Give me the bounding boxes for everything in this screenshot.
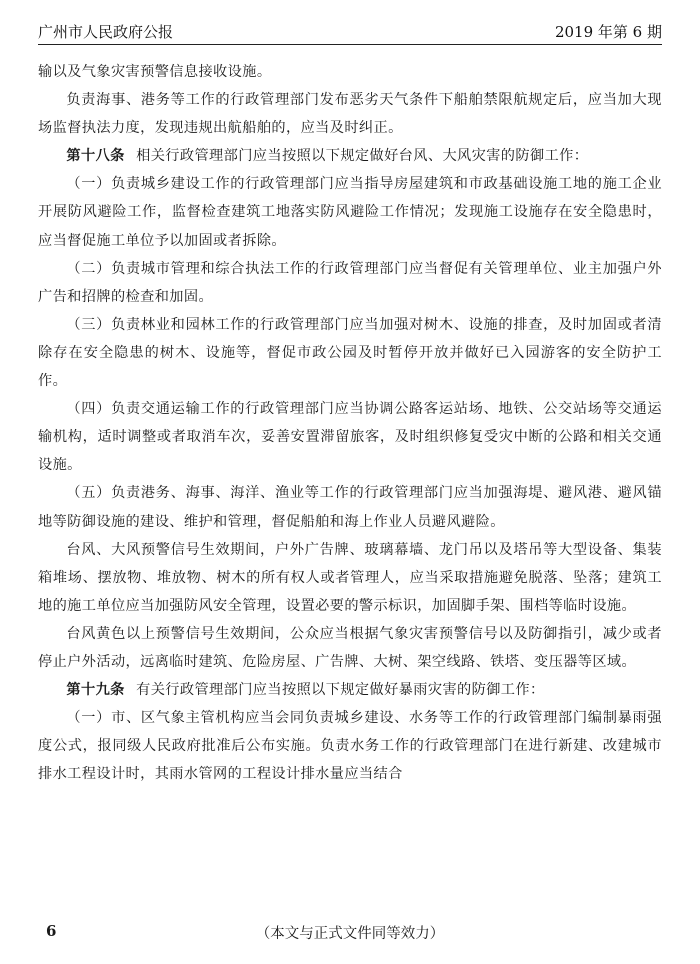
article-paragraph: 第十九条 有关行政管理部门应当按照以下规定做好暴雨灾害的防御工作：	[66, 682, 545, 699]
page-number: 6	[46, 922, 57, 940]
document-body	[38, 58, 662, 788]
article-number: 第十九条	[66, 682, 125, 699]
paragraph: 负责海事、港务等工作的行政管理部门发布恶劣天气条件下船舶禁限航规定后，应当加大现场监督执法力度，发现违规出航船舶的，应当及时纠正。	[38, 92, 662, 137]
paragraph: 输以及气象灾害预警信息接收设施。	[38, 64, 272, 80]
paragraph: （一）负责城乡建设工作的行政管理部门应当指导房屋建筑和市政基础设施工地的施工企业开展防风避险工作，监督检查建筑工地落实防风避险工作情况；发现施工设施存在安全隐患时，应当督促施工单位予以加固或者拆除。	[38, 176, 662, 249]
paragraph: 台风、大风预警信号生效期间，户外广告牌、玻璃幕墙、龙门吊以及塔吊等大型设备、集装箱堆场、摆放物、堆放物、树木的所有权人或者管理人，应当采取措施避免脱落、坠落；建筑工地的施工单位应当加强防风安全管理，设置必要的警示标识，加固脚手架、围档等临时设施。	[38, 541, 662, 614]
paragraph: （三）负责林业和园林工作的行政管理部门应当加强对树木、设施的排查，及时加固或者清除存在安全隐患的树木、设施等，督促市政公园及时暂停开放并做好已入园游客的安全防护工作。	[38, 316, 662, 390]
paragraph: 台风黄色以上预警信号生效期间，公众应当根据气象灾害预警信号以及防御指引，减少或者停止户外活动，远离临时建筑、危险房屋、广告牌、大树、架空线路、铁塔、变压器等区域。	[38, 625, 662, 670]
bulletin-title: 广州市人民政府公报	[38, 23, 174, 41]
issue-number: 2019 年第 6 期	[554, 23, 662, 41]
page-footer	[38, 922, 662, 946]
page-header	[38, 14, 662, 42]
validity-note: （本文与正式文件同等效力）	[255, 926, 445, 942]
paragraph: （四）负责交通运输工作的行政管理部门应当协调公路客运站场、地铁、公交站场等交通运输机构，适时调整或者取消车次，妥善安置滞留旅客，及时组织修复受灾中断的公路和相关交通设施。	[38, 401, 662, 474]
paragraph: （二）负责城市管理和综合执法工作的行政管理部门应当督促有关管理单位、业主加强户外广告和招牌的检查和加固。	[38, 260, 662, 305]
paragraph: （五）负责港务、海事、海洋、渔业等工作的行政管理部门应当加强海堤、避风港、避风锚地等防御设施的建设、维护和管理，督促船舶和海上作业人员避风避险。	[38, 485, 662, 530]
article-number: 第十八条	[66, 148, 125, 165]
header-divider	[38, 44, 662, 45]
paragraph: （一）市、区气象主管机构应当会同负责城乡建设、水务等工作的行政管理部门编制暴雨强度公式，报同级人民政府批准后公布实施。负责水务工作的行政管理部门在进行新建、改建城市排水工程设计时，其雨水管网的工程设计排水量应当结合	[38, 710, 662, 783]
article-paragraph: 第十八条 相关行政管理部门应当按照以下规定做好台风、大风灾害的防御工作：	[66, 148, 589, 165]
